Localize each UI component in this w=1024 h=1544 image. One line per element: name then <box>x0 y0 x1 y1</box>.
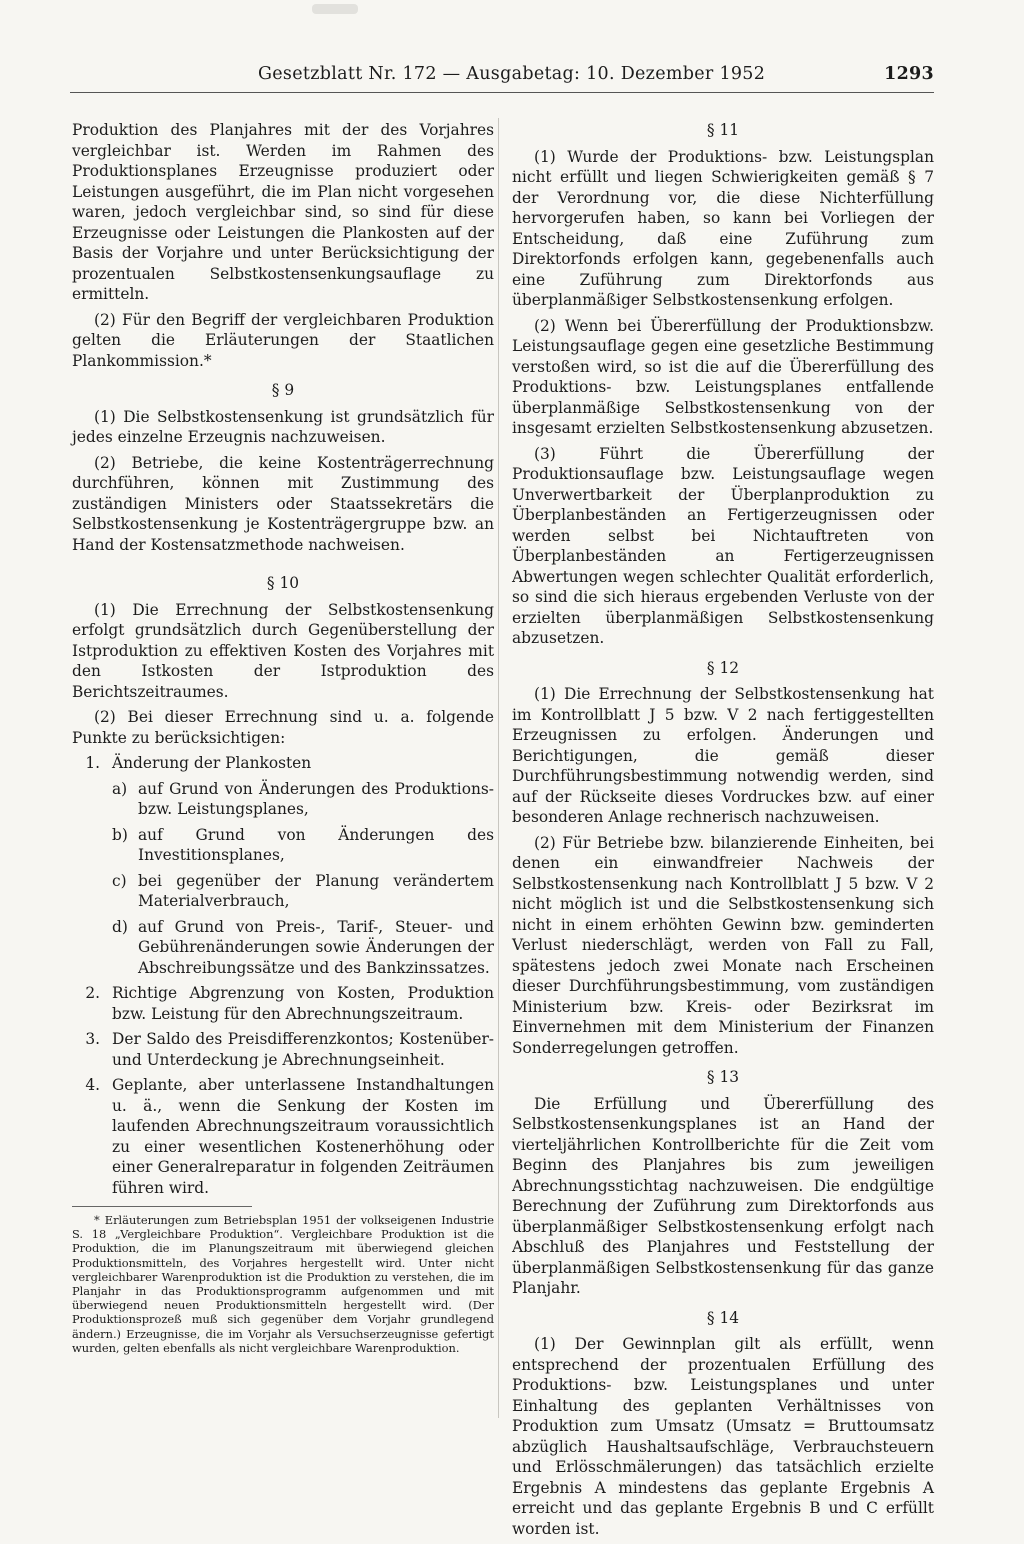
section-heading: § 12 <box>706 658 740 677</box>
paragraph: (1) Die Errechnung der Selbstkostensenkung hat im Kontrollblatt J 5 bzw. V 2 nach fertiggestellten Erzeugnissen zu erfolgen. Änderungen und Berichtigungen, die gemäß dieser Durchführungsbestimmung notwendig werden, sind auf der Rückseite dieses Vordruckes bzw. auf einer besonderen Anlage rechnerisch nachzuweisen. <box>512 685 934 826</box>
paragraph: (1) Der Gewinnplan gilt als erfüllt, wenn entsprechend der prozentualen Erfüllung des Produktions- bzw. Leistungsplanes und unter Einhaltung des geplanten Verhältnisses von Produktion zum Umsatz (Umsatz = Bruttoumsatz abzüglich Haushaltsaufschläge, Verbrauchsteuern und Erlösschmälerungen) das tatsächlich erzielte Ergebnis A mindestens das geplante Ergebnis A erreicht und das geplante Ergebnis B und C erfüllt worden ist. <box>512 1335 934 1538</box>
sub-letter: a) <box>112 779 128 798</box>
sub-letter: d) <box>112 917 128 936</box>
page-number: 1293 <box>884 64 934 84</box>
section-heading: § 10 <box>266 574 300 592</box>
list-number: 2. <box>85 984 100 1002</box>
paragraph: (1) Wurde der Produktions- bzw. Leistungsplan nicht erfüllt und liegen Schwierigkeiten gemäß § 7 der Verordnung vor, die diese Nichterfüllung hervorgerufen haben, so kann bei Vorliegen der Entscheidung, daß eine Zuführung zum Direktorfonds erfolgen kann, gegebenenfalls auch eine Zuführung zum Direktorfonds aus überplanmäßiger Selbstkostensenkung erfolgen. <box>512 147 934 309</box>
sub-text: auf Grund von Änderungen des Investitionsplanes, <box>138 825 494 864</box>
footnote: * Erläuterungen zum Betriebsplan 1951 der volkseigenen Industrie S. 18 „Vergleichbare Produktion“. Vergleichbare Produktion ist die Produktion, die im Planungszeitraum mit überwiegend gleichen Produktionsmitteln, des Vorjahres hergestellt wird. Unter nicht vergleichbarer Warenproduktion ist die Produktion zu verstehen, die im Planjahr in das Produktionsprogramm aufgenommen und mit überwiegend neuen Produktionsmitteln hergestellt wird. (Der Produktionsprozeß muß sich gegenüber dem Vorjahr grundlegend ändern.) Erzeugnisse, die im Vorjahr als Versuchserzeugnisse gefertigt wurden, gelten ebenfalls als nicht vergleichbare Warenproduktion. <box>72 1213 494 1355</box>
paragraph: (1) Die Errechnung der Selbstkostensenkung erfolgt grundsätzlich durch Gegenüberstellung der Istproduktion zu effektiven Kosten des Vorjahres mit den Istkosten der Istproduktion des Berichtszeitraumes. <box>72 600 494 701</box>
sub-item <box>112 779 494 820</box>
list-number: 1. <box>85 754 100 772</box>
sub-item <box>112 825 494 866</box>
paragraph: (2) Für den Begriff der vergleichbaren Produktion gelten die Erläuterungen der Staatlichen Plankommission.* <box>72 310 494 370</box>
header-rule <box>70 92 934 93</box>
list-item <box>72 983 494 1024</box>
list-item <box>72 1075 494 1198</box>
list-number: 4. <box>85 1076 100 1094</box>
page-header <box>258 64 934 88</box>
list-text: Änderung der Plankosten <box>112 754 312 772</box>
paragraph: (2) Betriebe, die keine Kostenträgerrechnung durchführen, können mit Zustimmung des zuständigen Ministers oder Staatssekretärs die Selbstkostensenkung je Kostenträgergruppe bzw. an Hand der Kostensatzmethode nachweisen. <box>72 453 494 554</box>
list-number: 3. <box>85 1030 100 1048</box>
paragraph: (3) Führt die Übererfüllung der Produktionsauflage bzw. Leistungsauflage wegen Unverwertbarkeit der Überplanproduktion zu Überplanbeständen an Fertigerzeugnissen oder werden selbst bei Nichtauftreten von Überplanbeständen an Fertigerzeugnissen Abwertungen wegen schlechter Qualität erforderlich, so sind die sich hieraus ergebenden Verluste von der erzielten überplanmäßigen Selbstkostensenkung abzusetzen. <box>512 444 934 647</box>
list-text: Der Saldo des Preisdifferenzkontos; Kostenüber- und Unterdeckung je Abrechnungseinheit. <box>112 1030 494 1069</box>
footnote-rule <box>72 1206 252 1207</box>
sub-letter: c) <box>112 871 127 890</box>
left-column <box>72 120 494 1360</box>
section-heading: § 13 <box>706 1068 740 1086</box>
sub-letter: b) <box>112 825 128 844</box>
header-title: Gesetzblatt Nr. 172 — Ausgabetag: 10. Dezember 1952 <box>258 64 766 84</box>
list-item <box>72 1029 494 1070</box>
paragraph: (1) Die Selbstkostensenkung ist grundsätzlich für jedes einzelne Erzeugnis nachzuweisen. <box>72 407 494 446</box>
sub-text: auf Grund von Preis-, Tarif-, Steuer- und Gebührenänderungen sowie Änderungen der Abschreibungssätze und des Bankzinssatzes. <box>138 917 494 977</box>
paragraph: (2) Wenn bei Übererfüllung der Produktionsbzw. Leistungsauflage gegen eine gesetzliche Bestimmung verstoßen wird, so ist die auf die Übererfüllung des Produktions- bzw. Leistungsplanes entfallende überplanmäßige Selbstkostensenkung von der insgesamt erzielten Selbstkostensenkung abzusetzen. <box>512 316 934 437</box>
paragraph: Die Erfüllung und Übererfüllung des Selbstkostensenkungsplanes ist an Hand der vierteljährlichen Kontrollberichte für die Zeit vom Beginn des Planjahres bis zum jeweiligen Abrechnungsstichtag nachzuweisen. Die endgültige Berechnung der Zuführung zum Direktorfonds aus überplanmäßiger Selbstkostensenkung erfolgt nach Abschluß des Planjahres und Feststellung der überplanmäßigen Selbstkostensenkung für das ganze Planjahr. <box>512 1094 934 1297</box>
sub-text: bei gegenüber der Planung verändertem Materialverbrauch, <box>138 871 494 910</box>
section-heading: § 11 <box>706 121 740 139</box>
sub-item <box>112 871 494 912</box>
scan-artifact <box>312 4 358 14</box>
paragraph: (2) Bei dieser Errechnung sind u. a. folgende Punkte zu berücksichtigen: <box>72 708 494 747</box>
list-text: Geplante, aber unterlassene Instandhaltungen u. ä., wenn die Senkung der Kosten im laufenden Abrechnungszeitraum voraussichtlich zu einer wesentlichen Kostenerhöhung oder einer Generalreparatur in folgenden Zeiträumen führen wird. <box>112 1076 494 1197</box>
list-text: Richtige Abgrenzung von Kosten, Produktion bzw. Leistung für den Abrechnungszeitraum. <box>112 984 494 1023</box>
paragraph: Produktion des Planjahres mit der des Vorjahres vergleichbar ist. Werden im Rahmen des Produktionsplanes Erzeugnisse produziert oder Leistungen ausgeführt, die im Plan nicht vorgesehen waren, jedoch vergleichbar sind, so sind für diese Erzeugnisse oder Leistungen die Plankosten auf der Basis der Vorjahre und unter Berücksichtigung der prozentualen Selbstkostensenkungsauflage zu ermitteln. <box>72 121 494 303</box>
paragraph: (2) Für Betriebe bzw. bilanzierende Einheiten, bei denen ein einwandfreier Nachweis der Selbstkostensenkung nach Kontrollblatt J 5 bzw. V 2 nicht möglich ist und die Selbstkostensenkung sich nicht in einem erhöhten Gewinn bzw. geminderten Verlust niederschlägt, werden von Fall zu Fall, spätestens jedoch zwei Monate nach Erscheinen dieser Durchführungsbestimmung, vom zuständigen Ministerium bzw. Kreis- oder Bezirksrat im Einvernehmen mit dem Ministerium der Finanzen Sonderregelungen getroffen. <box>512 833 934 1057</box>
right-column <box>512 120 934 1544</box>
section-heading: § 14 <box>706 1308 740 1327</box>
section-heading: § 9 <box>271 381 295 399</box>
list-item <box>72 753 494 774</box>
sub-text: auf Grund von Änderungen des Produktions- bzw. Leistungsplanes, <box>138 779 494 818</box>
column-divider <box>498 118 499 1418</box>
sub-item <box>112 917 494 979</box>
